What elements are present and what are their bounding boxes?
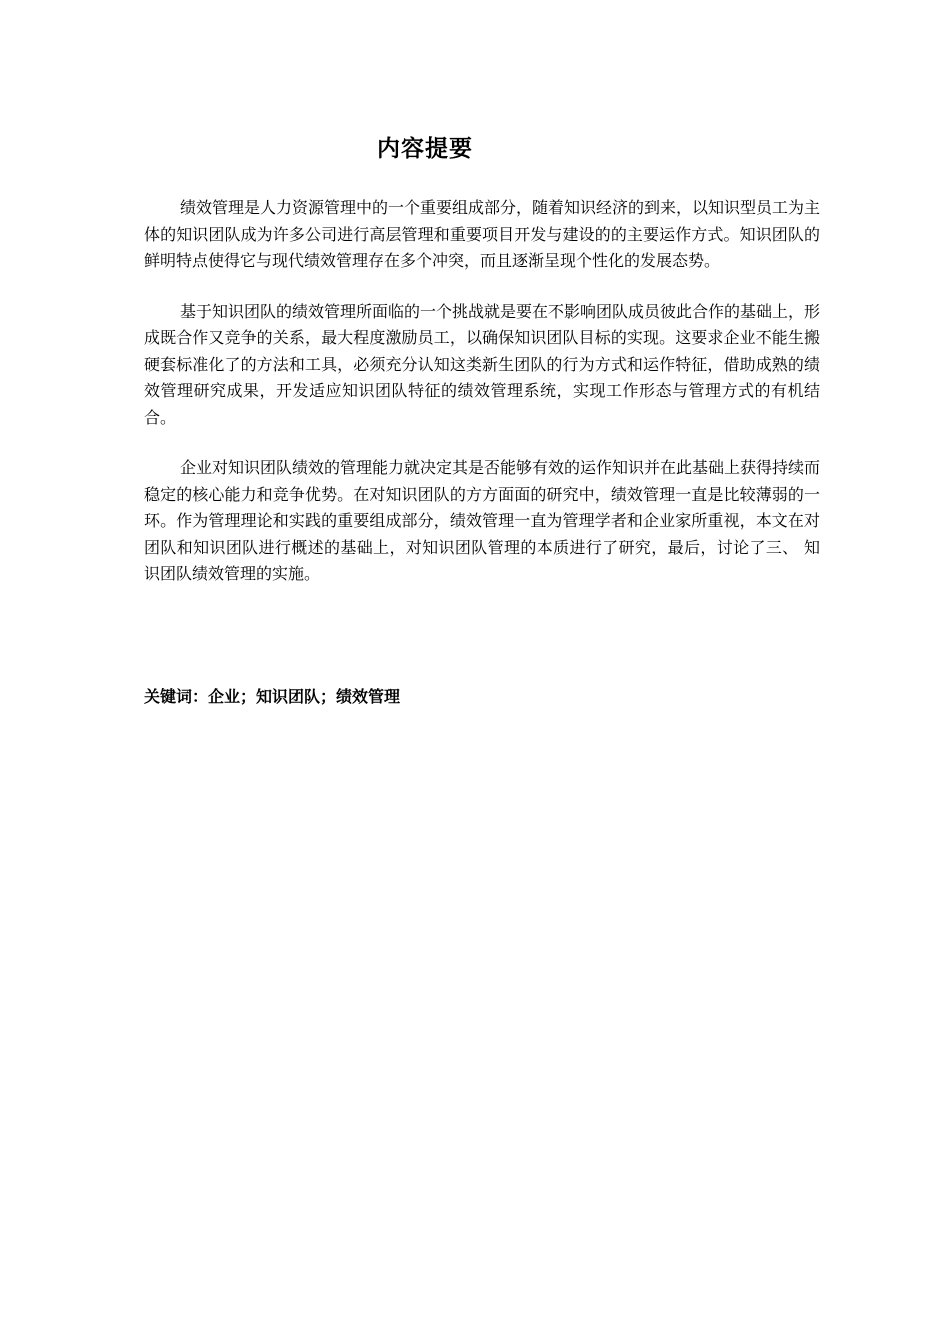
abstract-paragraph-1: 绩效管理是人力资源管理中的一个重要组成部分，随着知识经济的到来，以知识型员工为主体的知识团队成为许多公司进行高层管理和重要项目开发与建设的的主要运作方式。知识团队的鲜明特点使得它与现代绩效管理存在多个冲突，而且逐渐呈现个性化的发展态势。 <box>144 198 821 270</box>
page-title: 内容提要 <box>377 136 473 162</box>
abstract-body <box>144 195 820 612</box>
abstract-paragraph-2: 基于知识团队的绩效管理所面临的一个挑战就是要在不影响团队成员彼此合作的基础上，形成既合作又竞争的关系，最大程度激励员工，以确保知识团队目标的实现。这要求企业不能生搬硬套标准化了的方法和工具，必须充分认知这类新生团队的行为方式和运作特征，借助成熟的绩效管理研究成果，开发适应知识团队特征的绩效管理系统，实现工作形态与管理方式的有机结合。 <box>144 301 821 427</box>
keywords-line: 关键词：企业；知识团队；绩效管理 <box>144 687 401 706</box>
abstract-paragraph-3: 企业对知识团队绩效的管理能力就决定其是否能够有效的运作知识并在此基础上获得持续而稳定的核心能力和竞争优势。在对知识团队的方方面面的研究中，绩效管理一直是比较薄弱的一环。作为管理理论和实践的重要组成部分，绩效管理一直为管理学者和企业家所重视，本文在对团队和知识团队进行概述的基础上，对知识团队管理的本质进行了研究，最后，讨论了三、 知识团队绩效管理的实施。 <box>144 458 821 583</box>
